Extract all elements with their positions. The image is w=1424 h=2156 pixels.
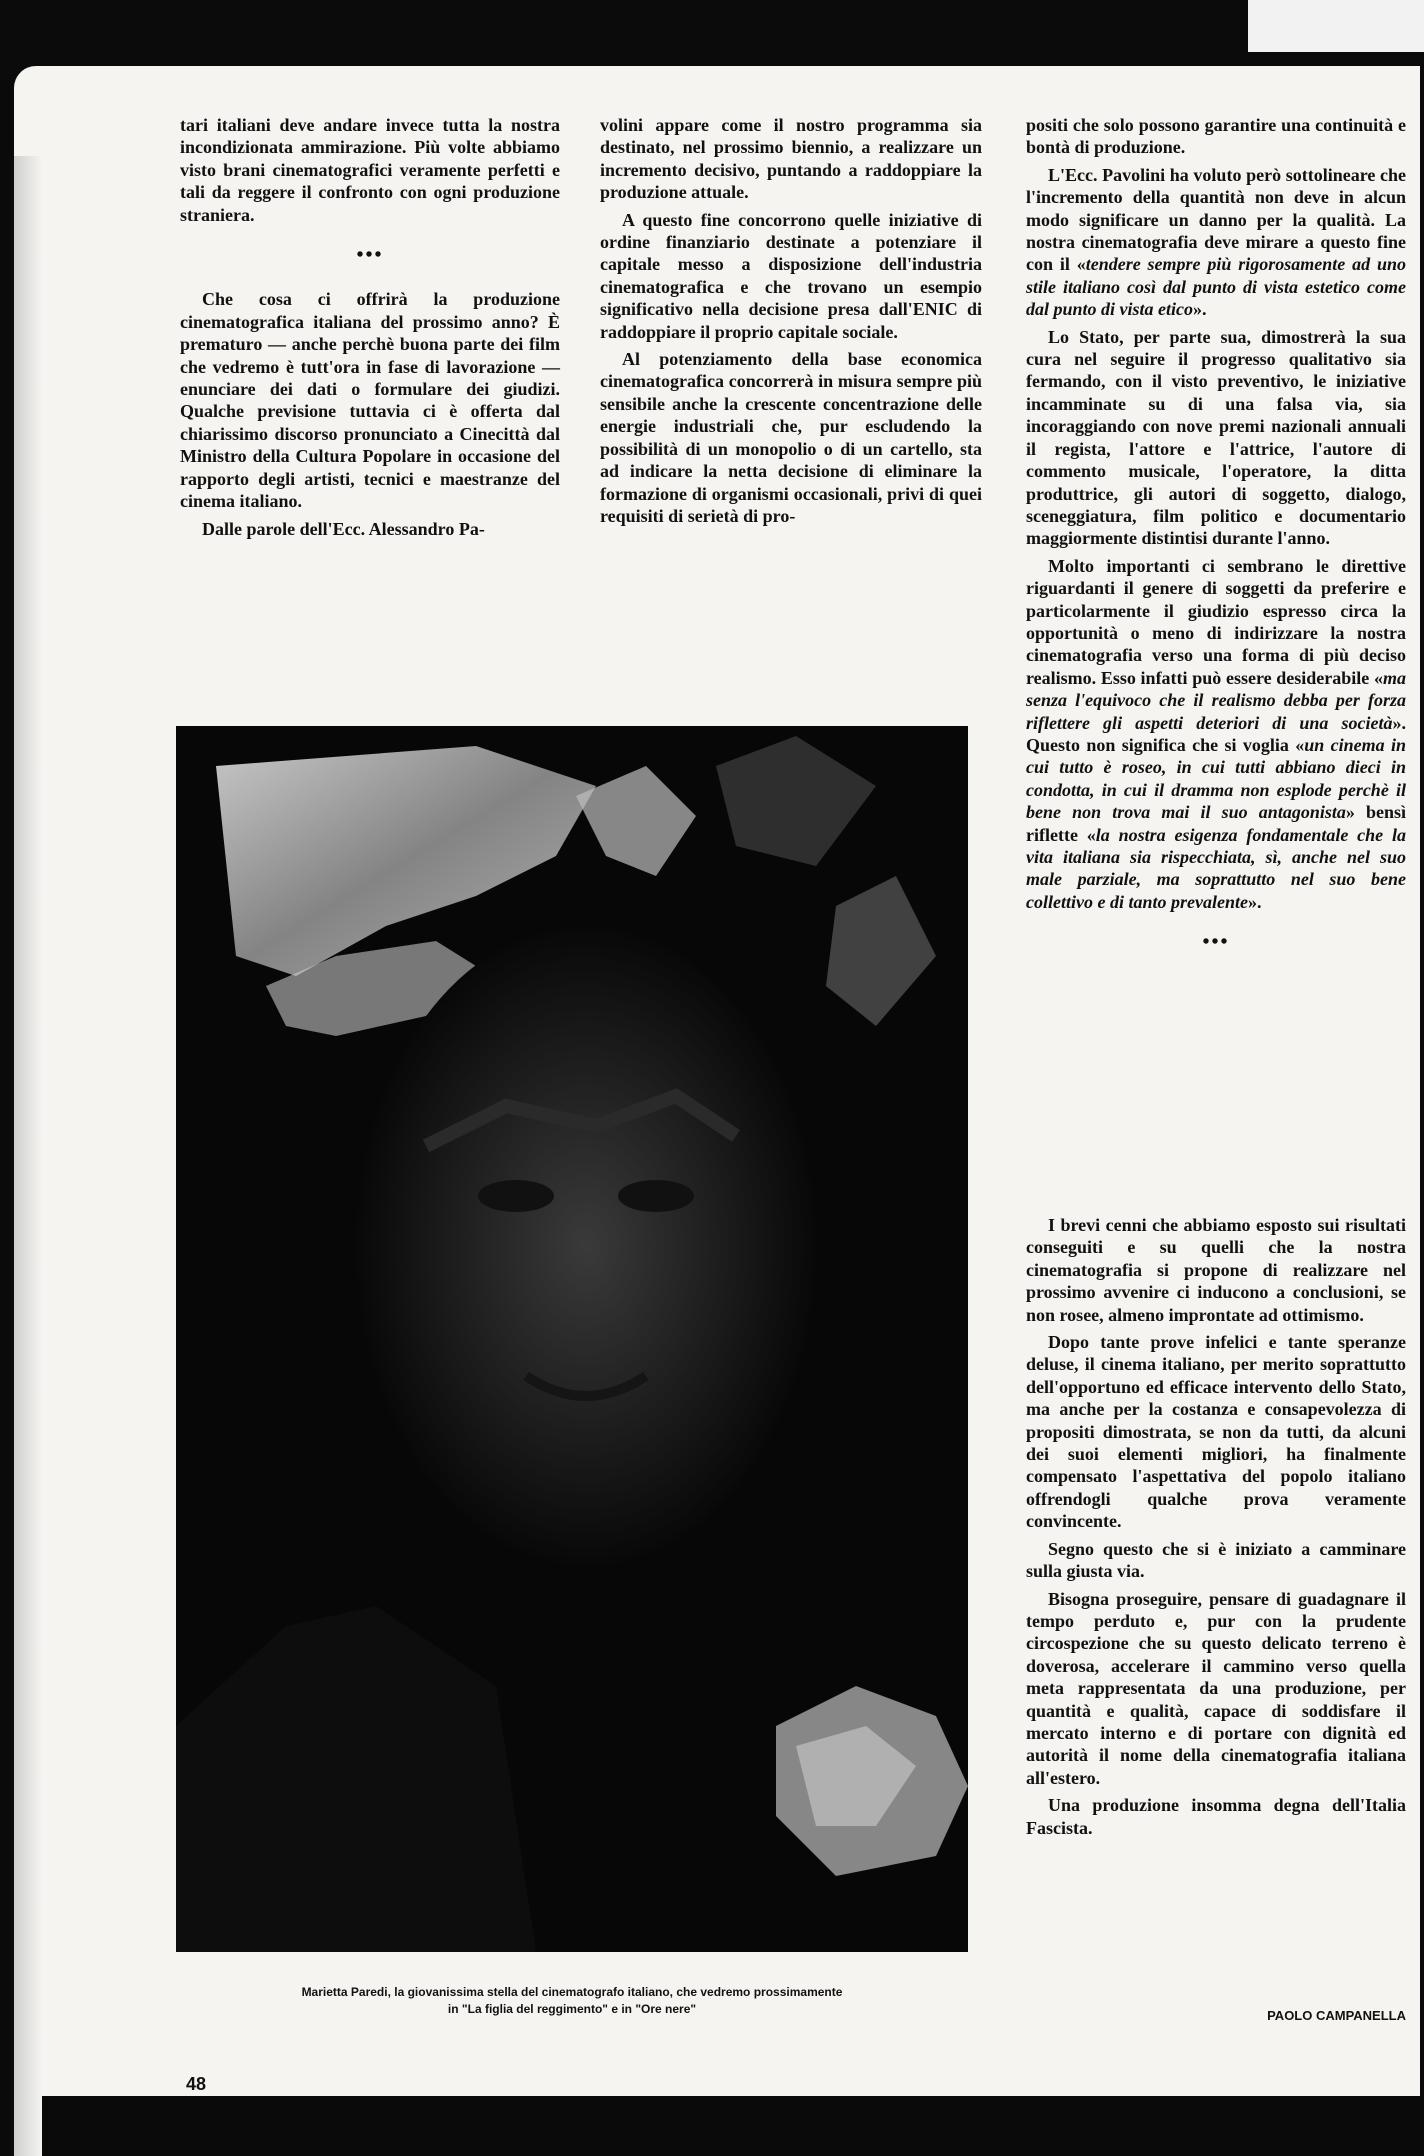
paragraph: tari italiani deve andare invece tutta la nostra incondizionata ammirazione. Più volte abbiamo visto brani cinematografici veramente perfetti e tali da reggere il confronto con ogni produzione straniera. bbox=[180, 115, 560, 225]
section-separator: ••• bbox=[1202, 931, 1230, 954]
page-number: 48 bbox=[186, 2074, 207, 2094]
paragraph: Bisogna proseguire, pensare di guadagnare il tempo perduto e, pur con la prudente circospezione che su questo delicato terreno è doverosa, accelerare il cammino verso quella meta rappresentata da una produzione, per quantità e qualità, capace di soddisfare il mercato interno e di portare con dignità ed autorità il nome della cinematografia italiana all'estero. bbox=[1026, 1588, 1406, 1788]
text-span: ». bbox=[1193, 299, 1207, 320]
text-span: » bensì riflette « bbox=[1026, 802, 1406, 845]
paragraph: A questo fine concorrono quelle iniziative di ordine finanziario destinate a potenziare il capitale messo a disposizione dell'industria cinematografica e che trovano un esempio significativo nella decisione presa dall'ENIC di raddoppiare il proprio capitale sociale. bbox=[600, 209, 982, 342]
paragraph: Dopo tante prove infelici e tante speranze deluse, il cinema italiano, per merito soprattutto dell'opportuno ed efficace intervento dello Stato, ma anche per la costanza e consapevolezza di propositi dimostrata, se non da tutti, da alcuni dei suoi elementi migliori, ha finalmente compensato l'aspettativa del popolo italiano offrendogli qualche prova veramente convincente. bbox=[1026, 1332, 1406, 1532]
text-span: Molto importanti ci sembrano le direttive riguardanti il genere di soggetti da preferire e particolarmente il giudizio espresso circa la opportunità o meno di indirizzare la nostra cinematografia verso una forma di più deciso realismo. Esso infatti può essere desiderabile « bbox=[1026, 555, 1406, 688]
text-column-2 bbox=[600, 114, 982, 532]
caption-line: Marietta Paredi, la giovanissima stella del cinematografo italiano, che vedremo prossimamente bbox=[301, 1985, 843, 1999]
portrait-photo-art bbox=[176, 726, 968, 1952]
text-span: L'Ecc. Pavolini ha voluto però sottolineare che l'incremento della quantità non deve in alcun modo significare un danno per la qualità. La nostra cinematografia deve mirare a questo fine con il « bbox=[1026, 164, 1406, 275]
paragraph: Al potenziamento della base economica cinematografica concorrerà in misura sempre più sensibile anche la crescente concentrazione delle energie industriali che, pur escludendo la possibilità di un monopolio o di un cartello, sta ad indicare la netta decisione di eliminare la formazione di organismi occasionali, privi di quei requisiti di serietà di pro- bbox=[600, 349, 982, 526]
section-separator: ••• bbox=[356, 244, 384, 267]
paragraph bbox=[1026, 555, 1406, 914]
photo-caption bbox=[176, 1984, 968, 2018]
paragraph: Una produzione insomma degna dell'Italia Fascista. bbox=[1026, 1795, 1406, 1838]
scan-corner-tab bbox=[1248, 0, 1424, 52]
text-column-3-continued bbox=[1026, 1214, 1406, 1844]
portrait-photo bbox=[176, 726, 968, 1952]
text-span: ». Questo non significa che si voglia « bbox=[1026, 712, 1406, 755]
paragraph: volini appare come il nostro programma sia destinato, nel prossimo biennio, a realizzare un incremento decisivo, puntando a raddoppiare la produzione attuale. bbox=[600, 115, 982, 203]
text-column-1 bbox=[180, 114, 560, 545]
quote-span: tendere sempre più rigorosamente ad uno stile italiano così dal punto di vista estetico come dal punto di vista etico bbox=[1026, 254, 1406, 320]
paragraph: I brevi cenni che abbiamo esposto sui risultati conseguiti e su quelli che la nostra cinematografia si propone di realizzare nel prossimo avvenire ci inducono a conclusioni, se non rosee, almeno improntate ad ottimismo. bbox=[1026, 1215, 1406, 1325]
paragraph bbox=[1026, 164, 1406, 321]
paragraph: Che cosa ci offrirà la produzione cinematografica italiana del prossimo anno? È prematuro — anche perchè buona parte dei film che vedremo è tutt'ora in fase di lavorazione — enunciare dei dati o formulare dei giudizi. Qualche previsione tuttavia ci è offerta dal chiarissimo discorso pronunciato a Cinecittà dal Ministro della Cultura Popolare in occasione del rapporto degli artisti, tecnici e maestranze del cinema italiano. bbox=[180, 289, 560, 512]
author-signature: PAOLO CAMPANELLA bbox=[1267, 2008, 1406, 2023]
paragraph: Lo Stato, per parte sua, dimostrerà la sua cura nel seguire il progresso qualitativo sia fermando, con il visto preventivo, le iniziative incamminate su di una falsa via, sia incoraggiando con nove premi nazionali annuali il regista, l'attore e l'attrice, l'autore di commento musicale, l'operatore, la ditta produttrice, gli autori di soggetto, dialogo, sceneggiatura, film politico e documentario maggiormente distintisi durante l'anno. bbox=[1026, 326, 1406, 549]
quote-span: la nostra esigenza fondamentale che la vita italiana sia rispecchiata, sì, anche nel suo male parziale, ma soprattutto nel suo bene collettivo e di tanto prevalente bbox=[1026, 824, 1406, 912]
quote-span: un cinema in cui tutto è roseo, in cui tutti abbiano dieci in condotta, in cui il dramma non esplode perchè il bene non trova mai il suo antagonista bbox=[1026, 734, 1406, 823]
paragraph: Dalle parole dell'Ecc. Alessandro Pa- bbox=[202, 518, 485, 539]
paragraph: positi che solo possono garantire una continuità e bontà di produzione. bbox=[1026, 115, 1406, 158]
quote-span: ma senza l'equivoco che il realismo debba per forza riflettere gli aspetti deteriori di una società bbox=[1026, 667, 1406, 733]
text-span: ». bbox=[1247, 891, 1262, 912]
page-gutter-shadow bbox=[14, 156, 42, 2156]
text-column-3 bbox=[1026, 114, 1406, 976]
paragraph: Segno questo che si è iniziato a camminare sulla giusta via. bbox=[1026, 1538, 1406, 1582]
caption-line: in "La figlia del reggimento" e in "Ore nere" bbox=[447, 2002, 697, 2016]
